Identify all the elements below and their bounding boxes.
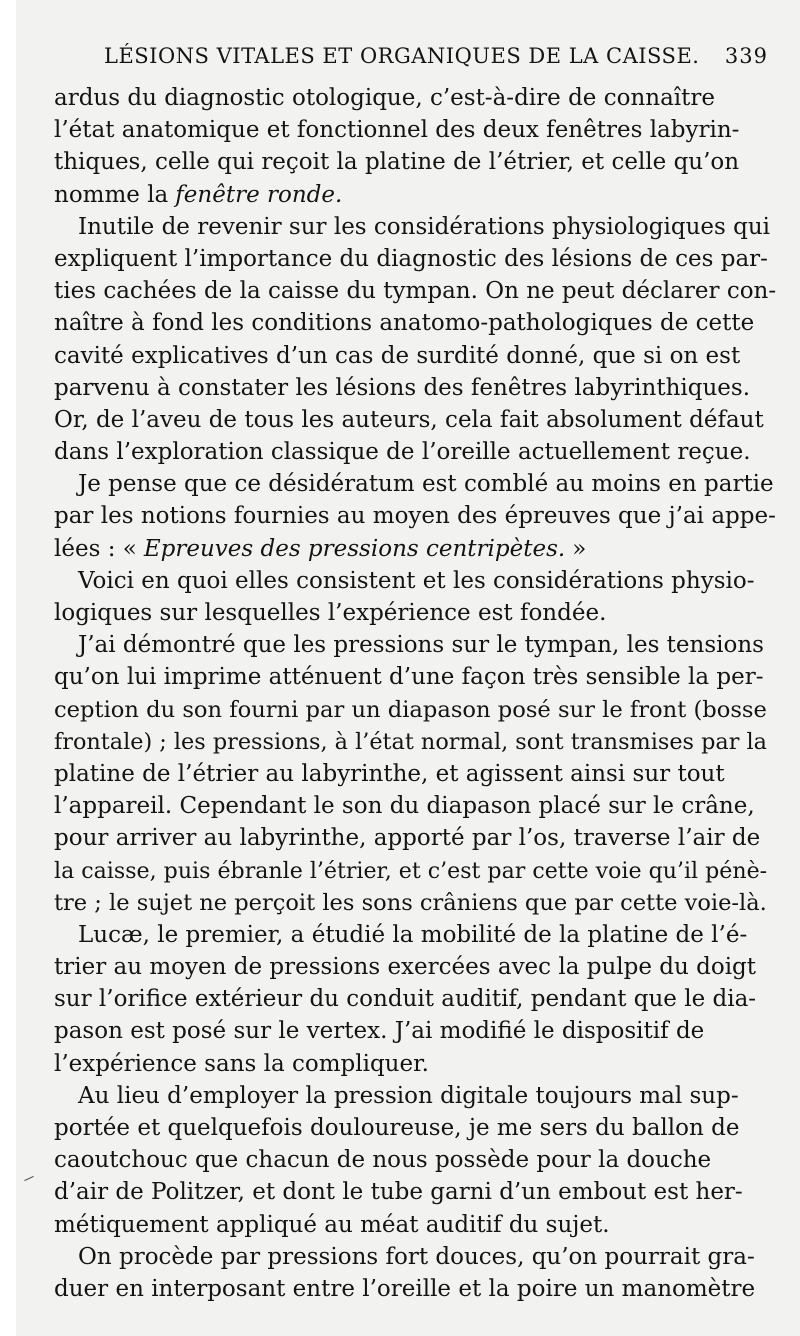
paragraph-start: Je pense que ce désidératum est comblé au moins en partie <box>78 471 774 498</box>
text-line: caoutchouc que chacun de nous possède pour la douche <box>54 1147 712 1174</box>
margin-pen-mark <box>24 1176 33 1181</box>
text-line: ardus du diagnostic otologique, c’est-à-dire de connaître <box>54 85 715 111</box>
text-line: Or, de l’aveu de tous les auteurs, cela fait absolument défaut <box>54 406 764 433</box>
text-line: logiques sur lesquelles l’expérience est fondée. <box>54 600 607 626</box>
text-line: platine de l’étrier au labyrinthe, et agissent ainsi sur tout <box>54 760 725 787</box>
text-line: qu’on lui imprime atténuent d’une façon très sensible la per- <box>54 664 764 691</box>
text-line: sur l’orifice extérieur du conduit auditif, pendant que le dia- <box>54 986 757 1013</box>
paragraph-start: Lucæ, le premier, a étudié la mobilité de la platine de l’é- <box>78 921 748 948</box>
text-line: par les notions fournies au moyen des épreuves que j’ai appe- <box>54 503 776 530</box>
text-line: ception du son fourni par un diapason posé sur le front (bosse <box>54 696 767 723</box>
text-line: ties cachées de la caisse du tympan. On ne peut déclarer con- <box>54 278 777 305</box>
text-line: cavité explicatives d’un cas de surdité donné, que si on est <box>54 342 741 369</box>
text-line: l’état anatomique et fonctionnel des deux fenêtres labyrin- <box>54 117 740 144</box>
italic-term: fenêtre ronde. <box>175 181 343 208</box>
paragraph-start: Inutile de revenir sur les considérations physiologiques qui <box>78 213 771 240</box>
text-line: nomme la fenêtre ronde. <box>54 179 775 211</box>
running-header <box>104 38 768 74</box>
text-line: trier au moyen de pressions exercées avec la pulpe du doigt <box>54 954 757 981</box>
paragraph-start: J’ai démontré que les pressions sur le tympan, les tensions <box>78 632 764 659</box>
text-line: tre ; le sujet ne perçoit les sons crâniens que par cette voie-là. <box>54 889 767 916</box>
text-line: l’appareil. Cependant le son du diapason placé sur le crâne, <box>54 793 755 820</box>
text-line: thiques, celle qui reçoit la platine de l’étrier, et celle qu’on <box>54 149 740 176</box>
text-line: expliquent l’importance du diagnostic des lésions de ces par- <box>54 245 768 272</box>
paragraph-start: On procède par pressions fort douces, qu’on pourrait gra- <box>78 1243 755 1270</box>
text-line: l’expérience sans la compliquer. <box>54 1050 429 1077</box>
text-line: pason est posé sur le vertex. J’ai modifié le dispositif de <box>54 1018 705 1045</box>
text-line: lées : « Epreuves des pressions centripètes. » <box>54 533 775 565</box>
paragraph-start: Voici en quoi elles consistent et les considérations physio- <box>78 567 755 594</box>
italic-term: Epreuves des pressions centripètes. <box>143 535 566 562</box>
text-line: naître à fond les conditions anatomo-pathologiques de cette <box>54 310 755 337</box>
text-line: la caisse, puis ébranle l’étrier, et c’est par cette voie qu’il pénè- <box>54 857 768 884</box>
paragraph-start: Au lieu d’employer la pression digitale toujours mal sup- <box>78 1082 739 1109</box>
text-line: parvenu à constater les lésions des fenêtres labyrinthiques. <box>54 374 751 401</box>
text-line: frontale) ; les pressions, à l’état normal, sont transmises par la <box>54 728 768 755</box>
text-line: pour arriver au labyrinthe, apporté par l’os, traverse l’air de <box>54 825 761 852</box>
text-line: d’air de Politzer, et dont le tube garni d’un embout est her- <box>54 1179 743 1206</box>
page-number: 339 <box>724 44 768 68</box>
text-line: duer en interposant entre l’oreille et la poire un manomètre <box>54 1275 756 1302</box>
page-margin <box>0 0 16 1336</box>
body-text <box>54 82 775 1305</box>
running-title: LÉSIONS VITALES ET ORGANIQUES DE LA CAISSE. <box>104 44 700 68</box>
text-line: portée et quelquefois douloureuse, je me sers du ballon de <box>54 1115 740 1141</box>
text-line: dans l’exploration classique de l’oreille actuellement reçue. <box>54 439 751 466</box>
text-line: métiquement appliqué au méat auditif du sujet. <box>54 1211 610 1238</box>
